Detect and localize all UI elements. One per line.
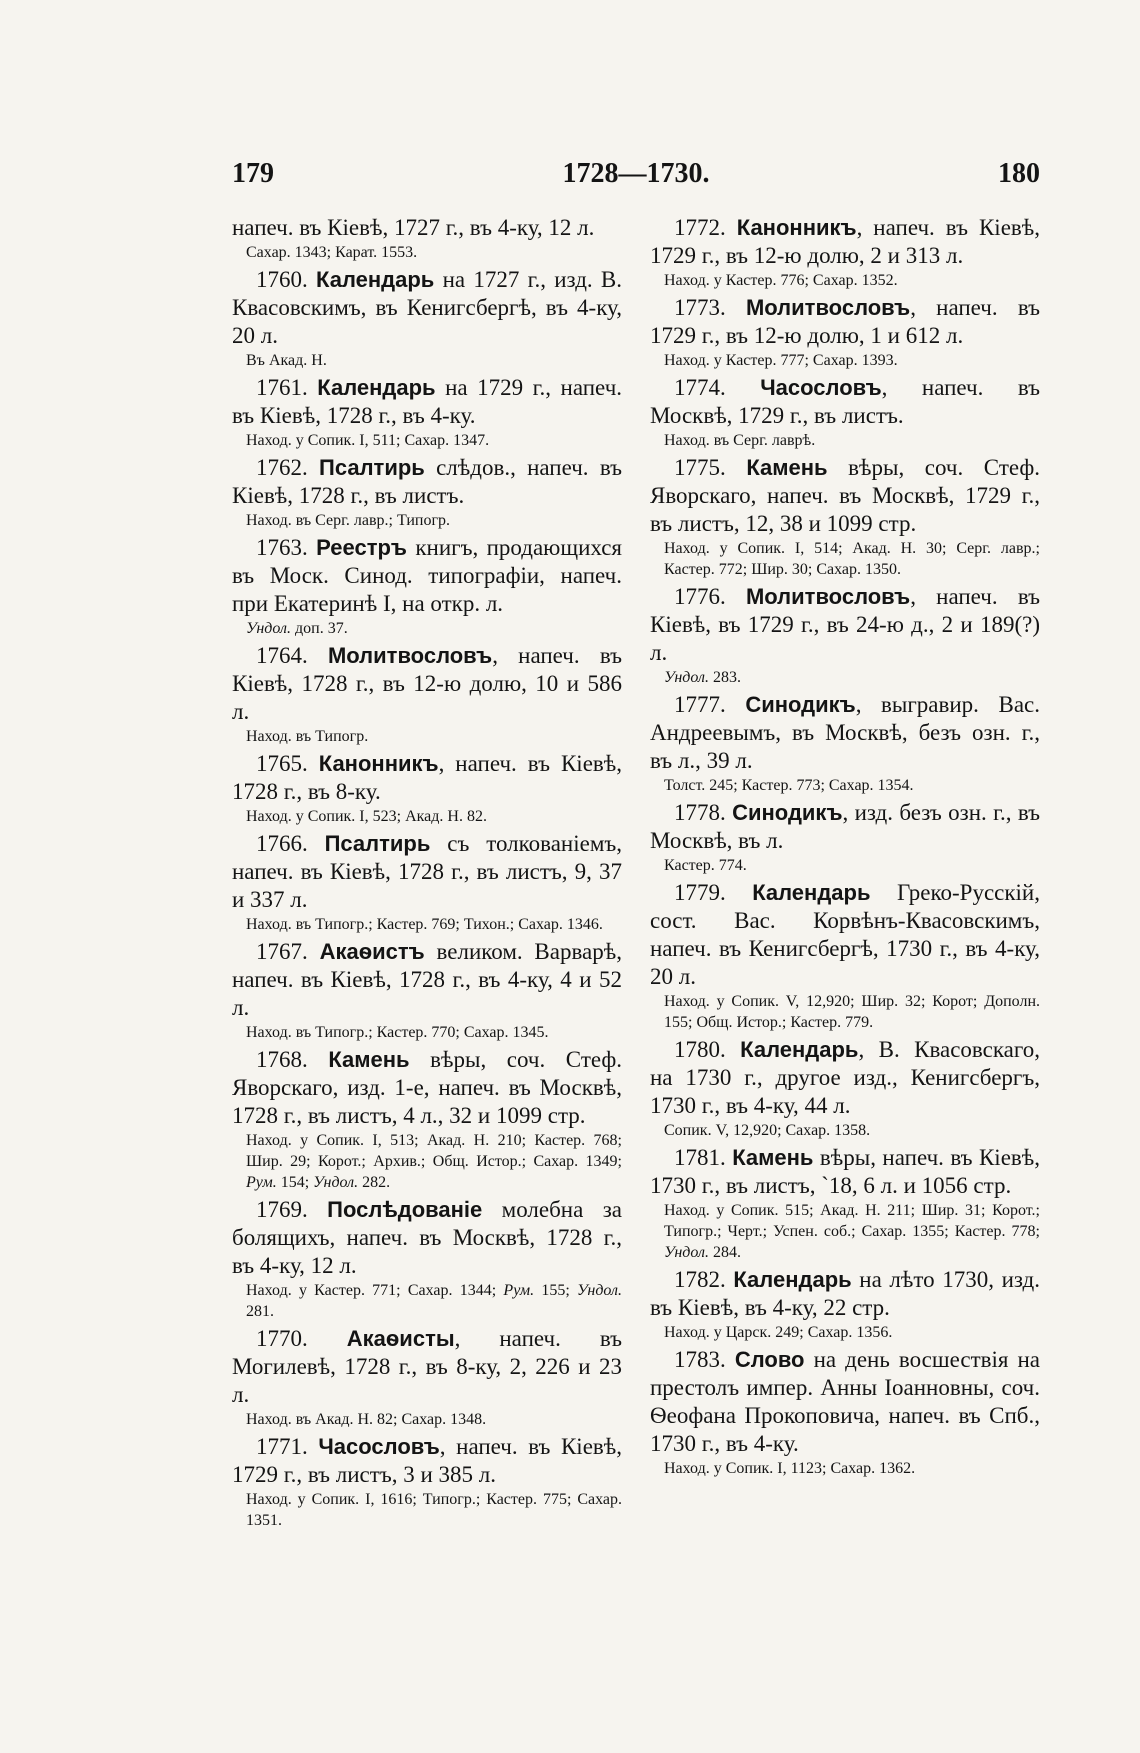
entry-title: Слово bbox=[734, 1347, 805, 1372]
entry-text: , напеч. въ Москвѣ, 1729 г., въ листъ. bbox=[650, 375, 1041, 428]
entry-text: , напеч. въ 1729 г., въ 12-ю долю, 1 и 612 л. bbox=[650, 295, 1041, 348]
entry-note: Наход. у Сопик. I, 514; Акад. Н. 30; Серг. лавр.; Кастер. 772; Шир. 30; Сахар. 1350. bbox=[664, 540, 1040, 578]
entry-number: 1769. bbox=[256, 1197, 308, 1222]
entry-text: на 1727 г., изд. В. Квасовскимъ, въ Кенигсбергѣ, въ 4-ку, 20 л. bbox=[232, 267, 623, 348]
page-header bbox=[232, 158, 1040, 198]
entry-title: Календарь bbox=[316, 267, 435, 292]
page-number-left: 179 bbox=[232, 158, 274, 189]
entry-title: Синодикъ bbox=[745, 692, 856, 717]
entry-note: Наход. у Сопик. V, 12,920; Шир. 32; Корот; Дополн. 155; Общ. Истор.; Кастер. 779. bbox=[664, 993, 1040, 1031]
source-ref: 155; bbox=[541, 1282, 570, 1299]
entry-number: 1760. bbox=[256, 267, 308, 292]
entry-text: , напеч. въ Могилевѣ, 1728 г., въ 8-ку, 2, 226 и 23 л. bbox=[232, 1326, 623, 1407]
entry-continuation bbox=[232, 214, 622, 263]
entry-number: 1768. bbox=[256, 1047, 308, 1072]
entry-text: , напеч. въ Кіевѣ, въ 1729 г., въ 24-ю д., 2 и 189(?) л. bbox=[650, 584, 1041, 665]
entry-number: 1770. bbox=[256, 1326, 308, 1351]
entry-text: , напеч. въ Кіевѣ, 1729 г., въ 12-ю долю, 2 и 313 л. bbox=[650, 215, 1040, 268]
source-ref: 283. bbox=[712, 669, 741, 686]
entry-1775 bbox=[650, 454, 1040, 580]
entry-note: Кастер. 774. bbox=[664, 857, 747, 874]
entry-note bbox=[232, 1130, 622, 1193]
entry-note: Наход. въ Акад. Н. 82; Сахар. 1348. bbox=[246, 1411, 487, 1428]
entry-title: Часословъ bbox=[318, 1434, 440, 1459]
entry-1764 bbox=[232, 642, 622, 747]
entry-text: , выгравир. Вас. Андреевымъ, въ Москвѣ, безъ озн. г., въ л., 39 л. bbox=[650, 692, 1040, 773]
entry-note: Наход. въ Типогр. bbox=[246, 728, 369, 745]
entry-1768 bbox=[232, 1046, 622, 1193]
entry-note bbox=[232, 1280, 622, 1322]
entry-number: 1761. bbox=[256, 375, 308, 400]
entry-note: Въ Акад. Н. bbox=[246, 352, 327, 369]
entry-text: книгъ, продающихся въ Моск. Синод. типографіи, напеч. при Екатеринѣ I, на откр. л. bbox=[232, 535, 623, 616]
source-ref: 281. bbox=[246, 1303, 274, 1320]
entry-1767 bbox=[232, 938, 622, 1043]
page-number-right: 180 bbox=[998, 158, 1040, 189]
entry-title: Календарь bbox=[740, 1037, 859, 1062]
entry-title: Камень bbox=[732, 1145, 814, 1170]
entry-text: , напеч. въ Кіевѣ, 1729 г., въ листъ, 3 и 385 л. bbox=[232, 1434, 622, 1487]
entry-1778 bbox=[650, 799, 1040, 876]
entry-text: напеч. въ Кіевѣ, 1727 г., въ 4-ку, 12 л. bbox=[232, 215, 595, 240]
entry-1763 bbox=[232, 534, 622, 639]
entry-number: 1781. bbox=[674, 1145, 726, 1170]
entry-text: слѣдов., напеч. въ Кіевѣ, 1728 г., въ листъ. bbox=[232, 455, 622, 508]
source-abbrev: Рум. bbox=[246, 1174, 277, 1191]
entry-note: Наход. въ Типогр.; Кастер. 769; Тихон.; Сахар. 1346. bbox=[246, 916, 603, 933]
entry-number: 1779. bbox=[674, 880, 726, 905]
source-ref: 154; bbox=[280, 1174, 310, 1191]
entry-1762 bbox=[232, 454, 622, 531]
entry-text: , напеч. въ Кіевѣ, 1728 г., въ 8-ку. bbox=[232, 751, 622, 804]
entry-title: Псалтирь bbox=[319, 455, 425, 480]
entry-number: 1774. bbox=[674, 375, 726, 400]
entry-title: Молитвословъ bbox=[745, 584, 911, 609]
entry-title: Канонникъ bbox=[736, 215, 857, 240]
entry-note: Сопик. V, 12,920; Сахар. 1358. bbox=[664, 1122, 871, 1139]
right-column bbox=[650, 214, 1040, 1482]
source-ref: Наход. у Сопик. I, 513; Акад. Н. 210; Кастер. 768; Шир. 29; Корот.; Архив.; Общ. Истор.; Сахар. 1349; bbox=[246, 1132, 622, 1170]
source-abbrev: Рум. bbox=[503, 1282, 535, 1299]
entry-text: вѣры, соч. Стеф. Яворскаго, напеч. въ Москвѣ, 1729 г., въ листъ, 12, 38 и 1099 стр. bbox=[650, 455, 1041, 536]
entry-1780 bbox=[650, 1036, 1040, 1141]
entry-note: Сахар. 1343; Карат. 1553. bbox=[246, 244, 418, 261]
entry-1776 bbox=[650, 583, 1040, 688]
entry-1772 bbox=[650, 214, 1040, 291]
entry-1773 bbox=[650, 294, 1040, 371]
entry-number: 1782. bbox=[674, 1267, 726, 1292]
source-abbrev: Ундол. bbox=[664, 669, 709, 686]
entry-note: Наход. у Сопик. I, 523; Акад. Н. 82. bbox=[246, 808, 487, 825]
entry-title: Канонникъ bbox=[318, 751, 439, 776]
entry-title: Календарь bbox=[733, 1267, 852, 1292]
entry-title: Камень bbox=[328, 1047, 410, 1072]
entry-number: 1772. bbox=[674, 215, 726, 240]
entry-1761 bbox=[232, 374, 622, 451]
entry-1777 bbox=[650, 691, 1040, 796]
entry-text: съ толкованіемъ, напеч. въ Кіевѣ, 1728 г., въ листъ, 9, 37 и 337 л. bbox=[232, 831, 623, 912]
entry-note: Наход. у Царск. 249; Сахар. 1356. bbox=[664, 1324, 893, 1341]
entry-note: Наход. въ Серг. лавр.; Типогр. bbox=[246, 512, 451, 529]
entry-1774 bbox=[650, 374, 1040, 451]
entry-title: Синодикъ bbox=[732, 800, 843, 825]
entry-1783 bbox=[650, 1346, 1040, 1479]
entry-1781 bbox=[650, 1144, 1040, 1263]
entry-note: Наход. у Кастер. 776; Сахар. 1352. bbox=[664, 272, 898, 289]
entry-text: , напеч. въ Кіевѣ, 1728 г., въ 12-ю долю, 10 и 586 л. bbox=[232, 643, 623, 724]
entry-text: , В. Квасовскаго, на 1730 г., другое изд., Кенигсбергъ, 1730 г., въ 4-ку, 44 л. bbox=[650, 1037, 1041, 1118]
source-abbrev: Ундол. bbox=[664, 1244, 709, 1261]
entry-note: Наход. у Сопик. I, 511; Сахар. 1347. bbox=[246, 432, 490, 449]
left-column bbox=[232, 214, 622, 1534]
entry-note bbox=[650, 667, 1040, 688]
entry-1771 bbox=[232, 1433, 622, 1531]
entry-1779 bbox=[650, 879, 1040, 1033]
entry-title: Реестръ bbox=[316, 535, 407, 560]
entry-1765 bbox=[232, 750, 622, 827]
entry-title: Часословъ bbox=[760, 375, 882, 400]
entry-title: Молитвословъ bbox=[327, 643, 493, 668]
entry-number: 1764. bbox=[256, 643, 308, 668]
entry-text: на лѣто 1730, изд. въ Кіевѣ, въ 4-ку, 22 стр. bbox=[650, 1267, 1041, 1320]
entry-number: 1783. bbox=[674, 1347, 726, 1372]
entry-note bbox=[232, 618, 622, 639]
entry-title: Календарь bbox=[317, 375, 436, 400]
entry-title: Псалтирь bbox=[324, 831, 431, 856]
entry-number: 1776. bbox=[674, 584, 726, 609]
source-ref: 284. bbox=[712, 1244, 741, 1261]
entry-title: Послѣдованіе bbox=[327, 1197, 483, 1222]
entry-number: 1766. bbox=[256, 831, 308, 856]
entry-text: молебна за болящихъ, напеч. въ Москвѣ, 1728 г., въ 4-ку, 12 л. bbox=[232, 1197, 623, 1278]
entry-number: 1775. bbox=[674, 455, 726, 480]
entry-number: 1763. bbox=[256, 535, 308, 560]
source-ref: Наход. у Сопик. 515; Акад. Н. 211; Шир. 31; Корот.; Типогр.; Черт.; Успен. соб.; Сахар. 1355; Кастер. 778; bbox=[664, 1202, 1040, 1240]
source-ref: 282. bbox=[362, 1174, 391, 1191]
entry-1770 bbox=[232, 1325, 622, 1430]
entry-1766 bbox=[232, 830, 622, 935]
entry-number: 1771. bbox=[256, 1434, 308, 1459]
entry-number: 1762. bbox=[256, 455, 308, 480]
year-range-heading: 1728—1730. bbox=[562, 158, 710, 189]
source-ref: Наход. у Кастер. 771; Сахар. 1344; bbox=[246, 1282, 497, 1299]
entry-number: 1765. bbox=[256, 751, 308, 776]
entry-1782 bbox=[650, 1266, 1040, 1343]
source-abbrev: Ундол. bbox=[577, 1282, 623, 1299]
entry-text: Греко-Русскій, сост. Вас. Корвѣнъ-Квасовскимъ, напеч. въ Кенигсбергѣ, 1730 г., въ 4-ку, 20 л. bbox=[650, 880, 1040, 989]
entry-note: Толст. 245; Кастер. 773; Сахар. 1354. bbox=[664, 777, 914, 794]
entry-note: Наход. въ Типогр.; Кастер. 770; Сахар. 1345. bbox=[246, 1024, 549, 1041]
entry-text: вѣры, соч. Стеф. Яворскаго, изд. 1-е, напеч. въ Москвѣ, 1728 г., въ листъ, 4 л., 32 и 1099 стр. bbox=[232, 1047, 623, 1128]
entry-text: на 1729 г., напеч. въ Кіевѣ, 1728 г., въ 4-ку. bbox=[232, 375, 623, 428]
source-ref: доп. 37. bbox=[294, 620, 348, 637]
entry-note: Наход. у Сопик. I, 1123; Сахар. 1362. bbox=[664, 1460, 916, 1477]
source-abbrev: Ундол. bbox=[246, 620, 291, 637]
entry-number: 1767. bbox=[256, 939, 308, 964]
entry-number: 1773. bbox=[674, 295, 726, 320]
entry-title: Молитвословъ bbox=[745, 295, 911, 320]
entry-title: Акаѳистъ bbox=[319, 939, 425, 964]
entry-note: Наход. въ Серг. лаврѣ. bbox=[664, 432, 816, 449]
source-abbrev: Ундол. bbox=[313, 1174, 359, 1191]
entry-note: Наход. у Кастер. 777; Сахар. 1393. bbox=[664, 352, 898, 369]
entry-1760 bbox=[232, 266, 622, 371]
entry-number: 1778. bbox=[674, 800, 726, 825]
entry-note: Наход. у Сопик. I, 1616; Типогр.; Кастер. 775; Сахар. 1351. bbox=[246, 1491, 622, 1529]
entry-number: 1780. bbox=[674, 1037, 726, 1062]
entry-title: Камень bbox=[746, 455, 828, 480]
entry-text: вѣры, напеч. въ Кіевѣ, 1730 г., въ листъ, `18, 6 л. и 1056 стр. bbox=[650, 1145, 1041, 1198]
entry-title: Акаѳисты bbox=[346, 1326, 455, 1351]
entry-text: на день восшествія на престолъ импер. Анны Іоанновны, соч. Ѳеофана Прокоповича, напеч. въ Спб., 1730 г., въ 4-ку. bbox=[650, 1347, 1041, 1456]
entry-text: великом. Варварѣ, напеч. въ Кіевѣ, 1728 г., въ 4-ку, 4 и 52 л. bbox=[232, 939, 622, 1020]
entry-text: , изд. безъ озн. г., въ Москвѣ, въ л. bbox=[650, 800, 1040, 853]
entry-1769 bbox=[232, 1196, 622, 1322]
entry-title: Календарь bbox=[752, 880, 871, 905]
entry-note bbox=[650, 1200, 1040, 1263]
entry-number: 1777. bbox=[674, 692, 726, 717]
